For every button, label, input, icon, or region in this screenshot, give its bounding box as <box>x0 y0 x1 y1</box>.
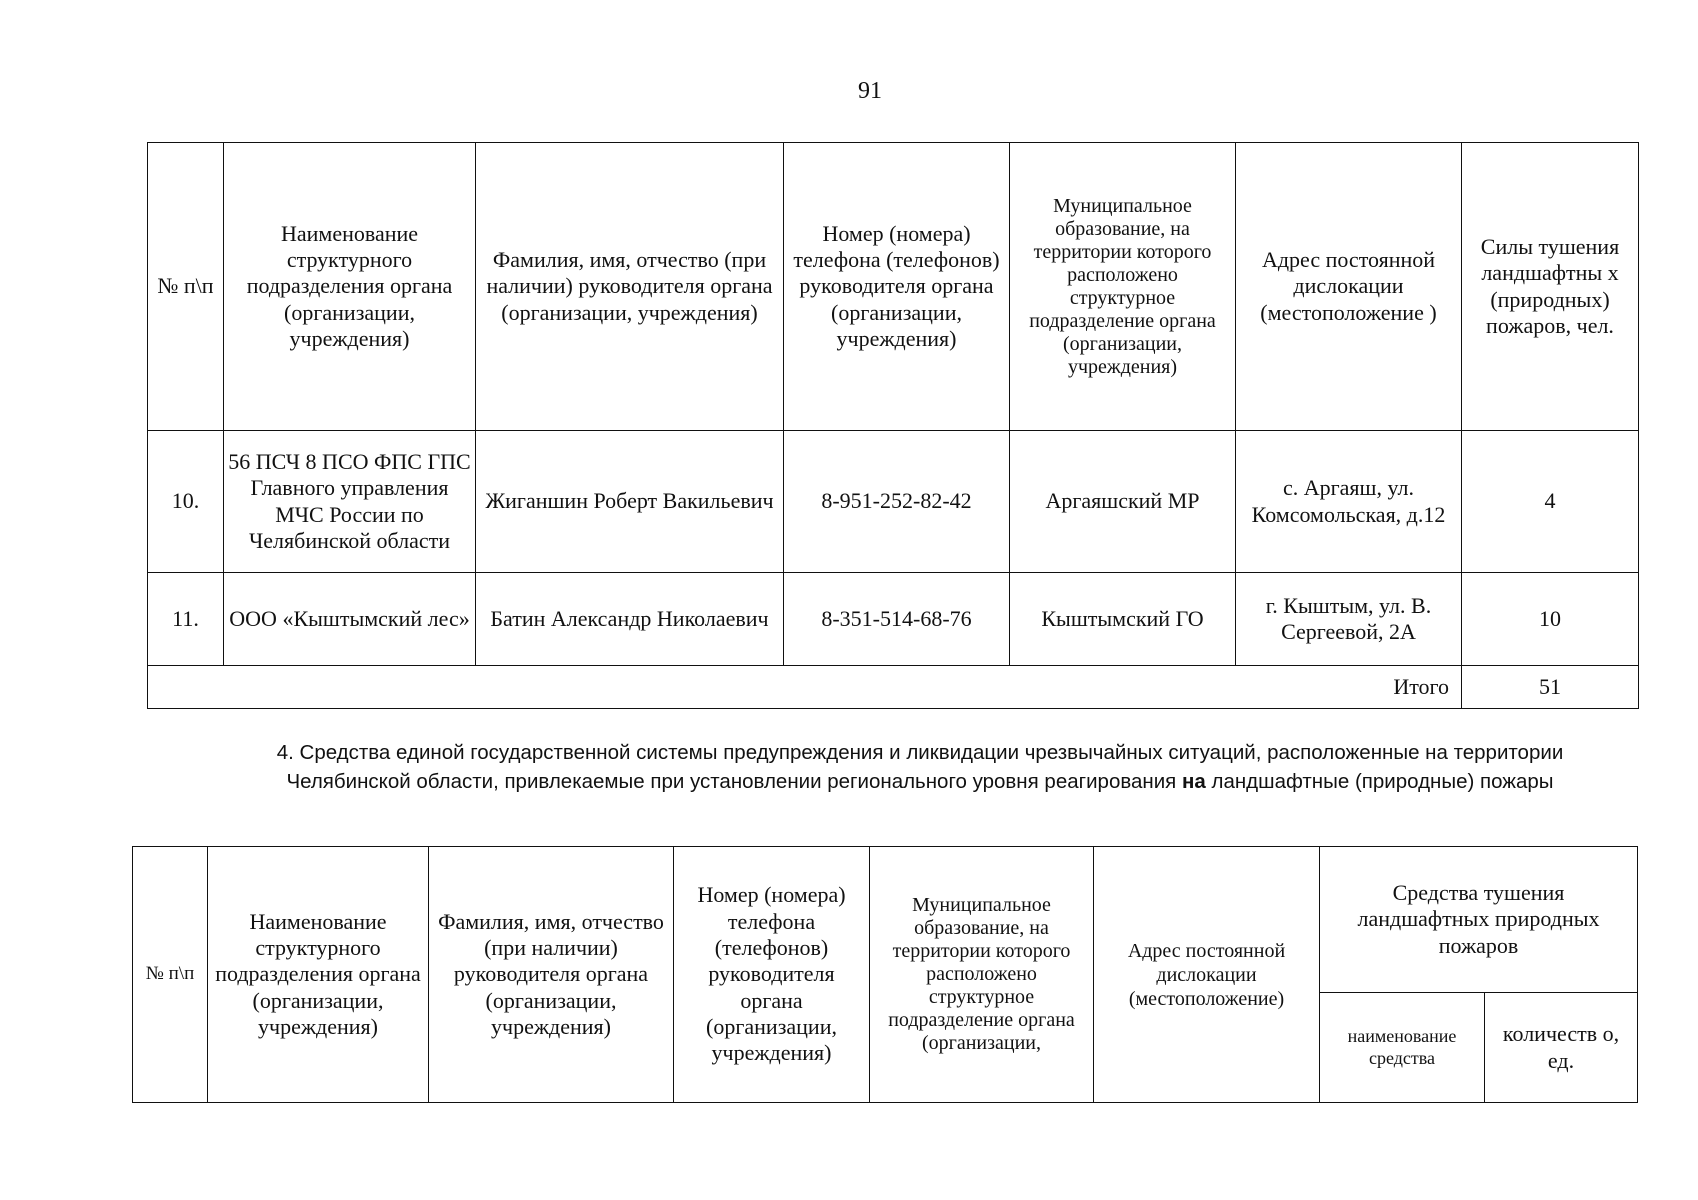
header-means-name: наименование средства <box>1320 993 1485 1103</box>
header-phone: Номер (номера) телефона (телефонов) руководителя органа (организации, учреждения) <box>784 143 1010 431</box>
header-num: № п\п <box>133 847 208 1103</box>
header-name: Наименование структурного подразделения органа (организации, учреждения) <box>208 847 429 1103</box>
row-head: Батин Александр Николаевич <box>476 573 784 666</box>
table-header-row <box>148 143 1639 431</box>
row-forces: 4 <box>1462 431 1639 573</box>
section-title-text: 4. Средства единой государственной системы предупреждения и ликвидации чрезвычайных ситуаций, расположенные на территории Челябинской области, привлекаемые при установлении регионального уровня реагирования <box>276 741 1564 793</box>
row-head: Жиганшин Роберт Вакильевич <box>476 431 784 573</box>
row-phone: 8-951-252-82-42 <box>784 431 1010 573</box>
header-means: Средства тушения ландшафтных природных пожаров <box>1320 847 1638 993</box>
total-row <box>148 666 1639 709</box>
header-municipality: Муниципальное образование, на территории которого расположено структурное подразделение органа (организации, учреждения) <box>1010 143 1236 431</box>
total-label: Итого <box>148 666 1462 709</box>
table-row <box>148 573 1639 666</box>
row-name: ООО «Кыштымский лес» <box>224 573 476 666</box>
row-num: 10. <box>148 431 224 573</box>
forces-table <box>147 142 1639 709</box>
section-title-text-end: ландшафтные (природные) пожары <box>1211 770 1554 793</box>
means-table <box>132 846 1638 1103</box>
table-row <box>148 431 1639 573</box>
row-address: с. Аргаяш, ул. Комсомольская, д.12 <box>1236 431 1462 573</box>
row-phone: 8-351-514-68-76 <box>784 573 1010 666</box>
row-address: г. Кыштым, ул. В. Сергеевой, 2А <box>1236 573 1462 666</box>
header-municipality: Муниципальное образование, на территории которого расположено структурное подразделение органа (организации, <box>870 847 1094 1103</box>
total-value: 51 <box>1462 666 1639 709</box>
header-head: Фамилия, имя, отчество (при наличии) руководителя органа (организации, учреждения) <box>429 847 674 1103</box>
header-address: Адрес постоянной дислокации (местоположение ) <box>1236 143 1462 431</box>
table-header-row <box>133 847 1638 993</box>
header-address: Адрес постоянной дислокации (местоположение) <box>1094 847 1320 1103</box>
row-num: 11. <box>148 573 224 666</box>
header-phone: Номер (номера) телефона (телефонов) руководителя органа (организации, учреждения) <box>674 847 870 1103</box>
header-name: Наименование структурного подразделения органа (организации, учреждения) <box>224 143 476 431</box>
row-municipality: Аргаяшский МР <box>1010 431 1236 573</box>
page-number: 91 <box>858 78 882 104</box>
row-name: 56 ПСЧ 8 ПСО ФПС ГПС Главного управления МЧС России по Челябинской области <box>224 431 476 573</box>
row-municipality: Кыштымский ГО <box>1010 573 1236 666</box>
header-means-qty: количеств о, ед. <box>1485 993 1638 1103</box>
row-forces: 10 <box>1462 573 1639 666</box>
header-forces: Силы тушения ландшафтны х (природных) пожаров, чел. <box>1462 143 1639 431</box>
section-4-title <box>240 738 1600 796</box>
header-head: Фамилия, имя, отчество (при наличии) руководителя органа (организации, учреждения) <box>476 143 784 431</box>
section-title-bold: на <box>1182 770 1206 793</box>
header-num: № п\п <box>148 143 224 431</box>
